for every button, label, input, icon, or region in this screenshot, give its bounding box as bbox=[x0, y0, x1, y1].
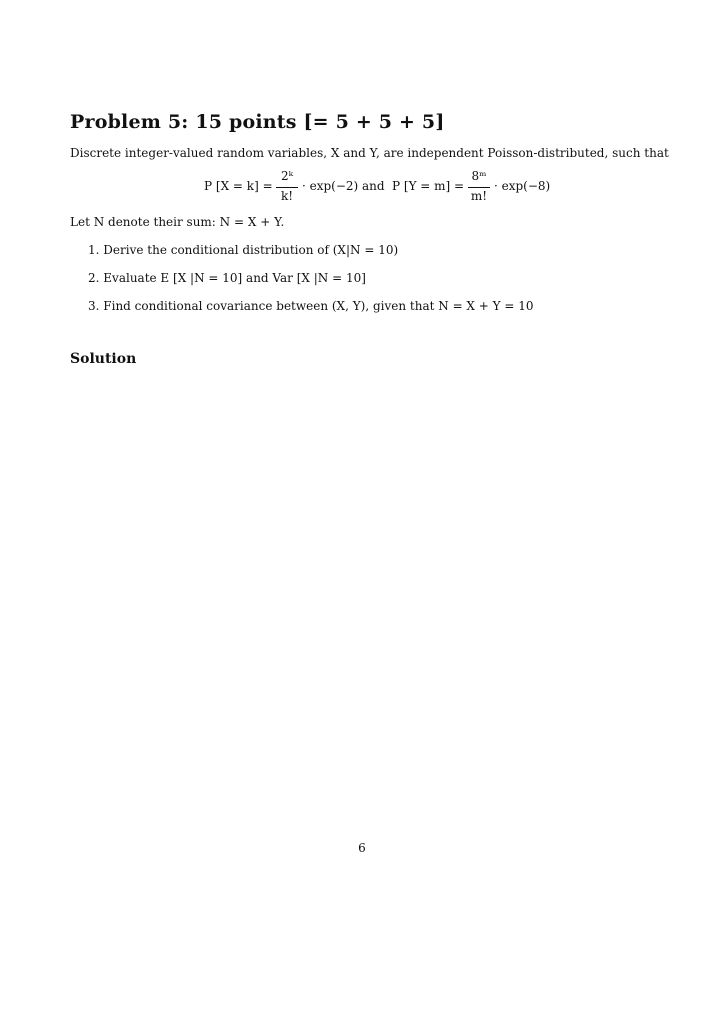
task-item-2 bbox=[88, 271, 366, 285]
page-number: 6 bbox=[358, 841, 366, 855]
task-text: Derive the conditional distribution of (X|N = 10) bbox=[103, 243, 399, 257]
fraction-y-denominator: m! bbox=[470, 189, 488, 203]
task-item-3 bbox=[88, 299, 534, 313]
task-number: 1. bbox=[88, 243, 100, 257]
task-number: 2. bbox=[88, 271, 100, 285]
equation-lhs-x: P [X = k] = bbox=[204, 179, 273, 193]
probability-equation bbox=[0, 169, 724, 209]
fraction-y-numerator: 8ᵐ bbox=[471, 169, 487, 183]
problem-intro: Discrete integer-valued random variables, X and Y, are independent Poisson-distributed, such that bbox=[70, 146, 669, 160]
page-title: Problem 5: 15 points [= 5 + 5 + 5] bbox=[70, 111, 445, 133]
solution-heading: Solution bbox=[70, 351, 137, 367]
task-text: Evaluate E [X |N = 10] and Var [X |N = 10] bbox=[103, 271, 366, 285]
fraction-y-bar bbox=[468, 187, 490, 188]
equation-rhs-y: · exp(−8) bbox=[494, 179, 551, 193]
task-item-1 bbox=[88, 243, 398, 257]
equation-connector: and bbox=[362, 179, 385, 193]
task-text: Find conditional covariance between (X, Y), given that N = X + Y = 10 bbox=[103, 299, 534, 313]
task-number: 3. bbox=[88, 299, 100, 313]
fraction-x-numerator: 2ᵏ bbox=[280, 169, 293, 183]
equation-lhs-y: P [Y = m] = bbox=[392, 179, 465, 193]
fraction-x-denominator: k! bbox=[280, 189, 294, 203]
sum-definition: Let N denote their sum: N = X + Y. bbox=[70, 215, 285, 229]
fraction-x-bar bbox=[276, 187, 298, 188]
equation-rhs-x: · exp(−2) bbox=[302, 179, 359, 193]
